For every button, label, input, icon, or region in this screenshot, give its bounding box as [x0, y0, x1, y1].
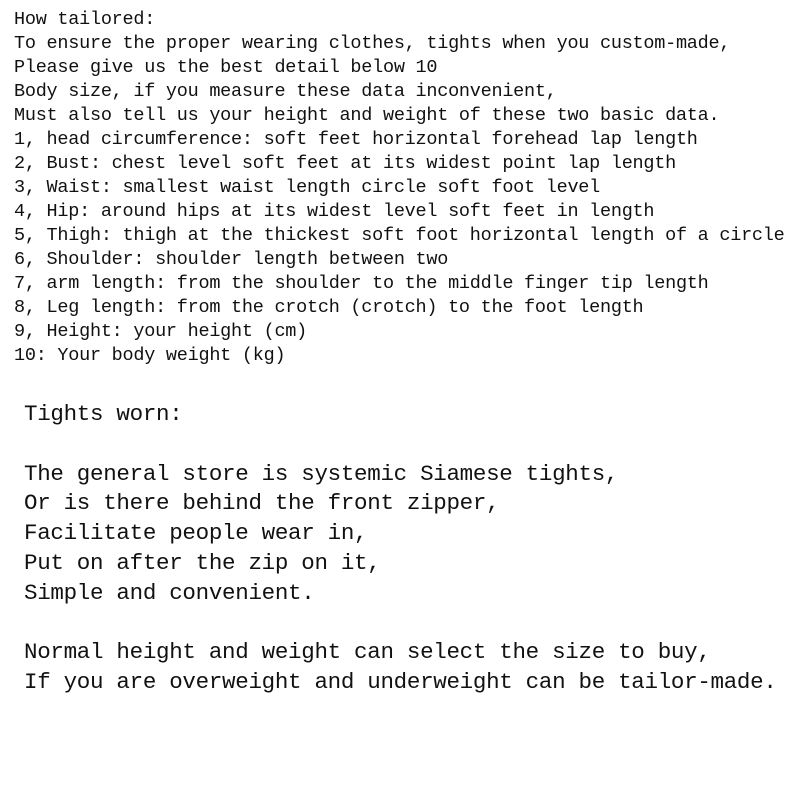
measurement-item: 6, Shoulder: shoulder length between two [14, 249, 449, 270]
intro-line: Please give us the best detail below 10 [14, 57, 438, 78]
intro-line: To ensure the proper wearing clothes, tights when you custom-made, [14, 33, 731, 54]
tights-worn-section [24, 400, 794, 698]
description-line: Put on after the zip on it, [24, 549, 381, 576]
measurement-item: 9, Height: your height (cm) [14, 321, 307, 342]
intro-line: Must also tell us your height and weight of these two basic data. [14, 105, 720, 126]
tailoring-section [14, 8, 794, 368]
measurement-item: 7, arm length: from the shoulder to the middle finger tip length [14, 273, 709, 294]
intro-line: Body size, if you measure these data inconvenient, [14, 81, 557, 102]
sizing-line: Normal height and weight can select the size to buy, [24, 639, 711, 666]
description-line: The general store is systemic Siamese tights, [24, 460, 619, 487]
measurement-item: 8, Leg length: from the crotch (crotch) to the foot length [14, 297, 644, 318]
measurement-item: 5, Thigh: thigh at the thickest soft foot horizontal length of a circle [14, 225, 785, 246]
measurement-item: 2, Bust: chest level soft feet at its widest point lap length [14, 153, 676, 174]
measurement-item: 10: Your body weight (kg) [14, 345, 286, 366]
description-line: Facilitate people wear in, [24, 520, 368, 547]
tailoring-title: How tailored: [14, 9, 156, 30]
measurement-item: 4, Hip: around hips at its widest level soft feet in length [14, 201, 655, 222]
spacer [24, 430, 794, 460]
tights-worn-title: Tights worn: [24, 401, 183, 427]
sizing-line: If you are overweight and underweight can be tailor-made. [24, 669, 777, 696]
measurement-item: 1, head circumference: soft feet horizontal forehead lap length [14, 129, 698, 150]
description-line: Simple and convenient. [24, 579, 315, 606]
measurement-item: 3, Waist: smallest waist length circle soft foot level [14, 177, 600, 198]
spacer [24, 609, 794, 639]
description-line: Or is there behind the front zipper, [24, 490, 500, 517]
